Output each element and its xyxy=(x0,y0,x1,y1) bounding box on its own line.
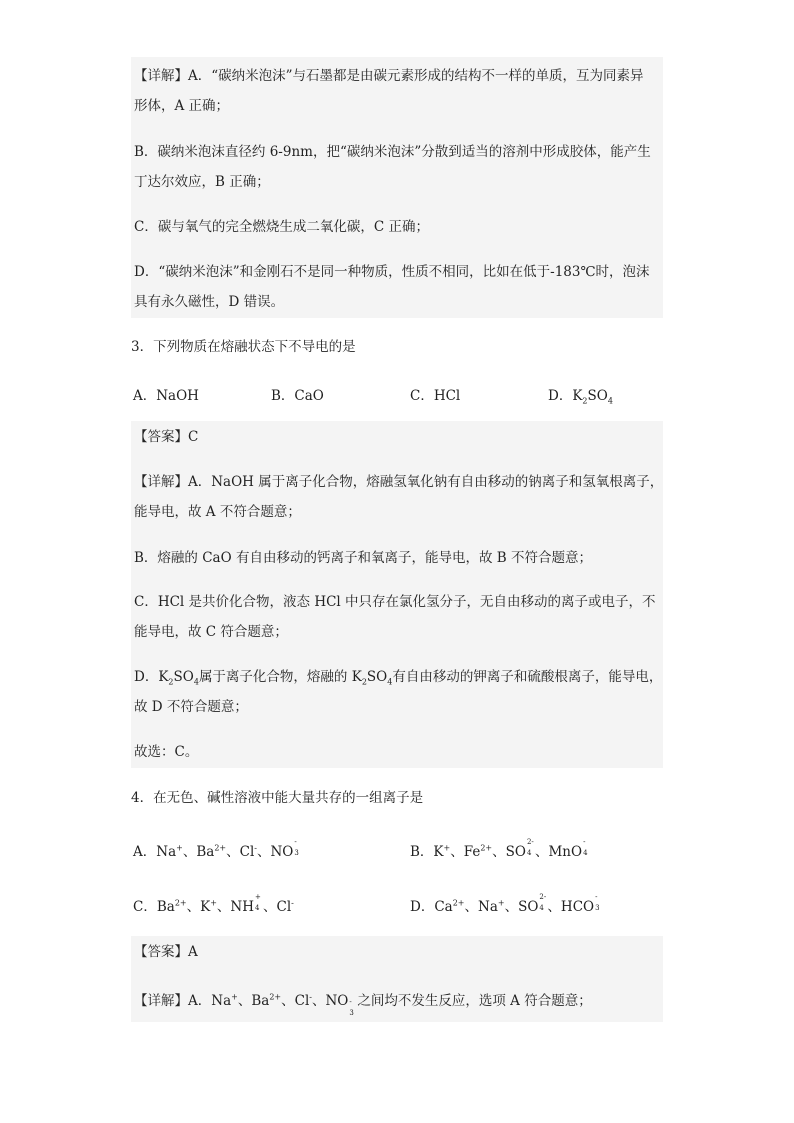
q4-d-ion2: Na xyxy=(478,899,498,915)
q4-answer: 【答案】A xyxy=(134,944,198,960)
q3-exp-d-sub4: 4 xyxy=(387,677,393,687)
q3-option-b: B．CaO xyxy=(271,388,324,404)
q3-explain-d-line2: 故 D 不符合题意； xyxy=(134,699,248,715)
q3-option-d xyxy=(548,384,613,404)
q4-b-label: B． xyxy=(410,844,434,860)
q4-d-ion1-charge: 2+ xyxy=(452,898,465,908)
q4-answer-block xyxy=(131,936,663,1022)
q4-a-ion3: Cl xyxy=(239,844,255,860)
q3-option-d-sub1: 2 xyxy=(582,396,588,406)
q4-c-sep3: 、 xyxy=(263,899,277,915)
q4-exp-ion2: Ba xyxy=(251,993,270,1009)
q4-c-ion3: NH xyxy=(230,899,255,915)
q4-b-ion4-script xyxy=(582,838,591,857)
q4-d-ion4-charge: - xyxy=(595,893,598,901)
q4-a-ion2-charge: 2+ xyxy=(214,843,227,853)
q3-option-d-sub2: 4 xyxy=(607,396,613,406)
q3-conclusion: 故选：C。 xyxy=(134,744,199,760)
q4-a-ion4-script xyxy=(293,838,302,857)
q4-a-ion4-charge: - xyxy=(294,838,297,846)
q3-option-a: A．NaOH xyxy=(133,388,199,404)
q3-option-c: C．HCl xyxy=(410,388,461,404)
q4-d-ion2-charge: + xyxy=(497,898,505,908)
q4-d-label: D． xyxy=(410,899,435,915)
q3-exp-d-part4: SO xyxy=(366,669,388,685)
q2-explain-d-line1: D．“碳纳米泡沫”和金刚石不是同一种物质，性质不相同，比如在低于-183℃时，泡沫 xyxy=(134,264,650,280)
q2-explain-c: C．碳与氧气的完全燃烧生成二氧化碳，C 正确； xyxy=(134,219,429,235)
q3-explain-c-line2: 能导电，故 C 符合题意； xyxy=(134,624,288,640)
q4-a-sep1: 、 xyxy=(182,844,197,860)
q4-b-ion4-sub: 4 xyxy=(583,849,588,857)
q4-d-sep1: 、 xyxy=(464,899,479,915)
q4-d-ion1: Ca xyxy=(434,899,453,915)
q4-b-ion3-sub: 4 xyxy=(526,849,532,857)
q4-c-ion2: K xyxy=(200,899,211,915)
q4-exp-ion1-charge: + xyxy=(231,992,238,1002)
q4-option-c xyxy=(133,895,294,915)
q4-b-sep3: 、 xyxy=(534,844,549,860)
q4-d-sep2: 、 xyxy=(504,899,519,915)
q4-a-label: A． xyxy=(133,844,157,860)
q4-a-sep2: 、 xyxy=(226,844,240,860)
q4-exp-ion1: Na xyxy=(211,993,232,1009)
q4-exp-a-tail: 之间均不发生反应，选项 A 符合题意； xyxy=(357,993,592,1009)
q4-b-ion1: K xyxy=(433,844,444,860)
q4-c-ion3-script xyxy=(254,893,263,912)
q4-c-sep2: 、 xyxy=(216,899,231,915)
q4-exp-ion4-sub: 3 xyxy=(349,1009,354,1017)
q4-b-ion2-charge: 2+ xyxy=(480,843,493,853)
q4-exp-ion2-charge: 2+ xyxy=(269,992,282,1002)
q2-explain-a-line1: 【详解】A．“碳纳米泡沫”与石墨都是由碳元素形成的结构不一样的单质，互为同素异 xyxy=(134,68,644,84)
q3-exp-d-sub1: 2 xyxy=(168,677,174,687)
q4-option-a xyxy=(133,840,302,860)
q4-a-ion4: NO xyxy=(270,844,294,860)
q4-d-ion4: HCO xyxy=(560,899,595,915)
q4-c-ion3-charge: + xyxy=(255,893,261,901)
q3-explain-c-line1: C．HCl 是共价化合物，液态 HCl 中只存在氯化氢分子，无自由移动的离子或电子，不 xyxy=(134,594,656,610)
q4-c-label: C． xyxy=(133,899,157,915)
q3-exp-d-sub2: 4 xyxy=(193,677,199,687)
q4-d-ion3: SO xyxy=(518,899,539,915)
q3-explain-a-line2: 能导电，故 A 不符合题意； xyxy=(134,504,301,520)
q4-d-ion4-sub: 3 xyxy=(595,904,600,912)
q4-c-sep1: 、 xyxy=(186,899,201,915)
q4-exp-ion4-charge: - xyxy=(349,998,352,1006)
q4-exp-ion4: NO xyxy=(325,993,349,1009)
q3-stem: 3．下列物质在熔融状态下不导电的是 xyxy=(131,339,356,355)
q4-c-ion2-charge: + xyxy=(210,898,217,908)
q4-d-sep3: 、 xyxy=(547,899,561,915)
q3-exp-d-part2: SO xyxy=(173,669,194,685)
q4-a-ion1-charge: + xyxy=(176,843,183,853)
q4-b-sep1: 、 xyxy=(450,844,464,860)
q4-exp-sep2: 、 xyxy=(281,993,295,1009)
q3-exp-d-part5: 有自由移动的钾离子和硫酸根离子，能导电， xyxy=(392,669,663,685)
q4-c-ion1: Ba xyxy=(156,899,175,915)
q2-explain-b-line2: 丁达尔效应，B 正确； xyxy=(134,174,270,190)
q4-d-ion3-script xyxy=(538,893,547,912)
q2-explain-a-line2: 形体，A 正确； xyxy=(134,98,230,114)
q4-c-ion4-charge: - xyxy=(291,898,294,908)
q4-c-ion3-sub: 4 xyxy=(255,904,260,912)
q3-answer-block xyxy=(131,421,663,768)
q4-b-ion3: SO xyxy=(505,844,526,860)
q3-explain-a-line1: 【详解】A．NaOH 属于离子化合物，熔融氢氧化钠有自由移动的钠离子和氢氧根离子， xyxy=(134,474,664,490)
q3-explain-d-line1 xyxy=(134,662,662,693)
q4-c-ion1-charge: 2+ xyxy=(174,898,187,908)
q4-b-ion3-script xyxy=(526,838,535,857)
q4-b-ion4-charge: - xyxy=(583,838,586,846)
q3-exp-d-part1: D．K xyxy=(134,669,169,685)
q3-exp-d-sub3: 2 xyxy=(361,677,367,687)
q4-a-ion4-sub: 3 xyxy=(294,849,299,857)
q4-stem: 4．在无色、碱性溶液中能大量共存的一组离子是 xyxy=(131,790,424,806)
q3-option-d-prefix: D．K xyxy=(548,388,583,404)
q4-a-sep3: 、 xyxy=(256,844,271,860)
q4-d-ion3-sub: 4 xyxy=(539,904,544,912)
q4-a-ion2: Ba xyxy=(196,844,215,860)
q4-exp-sep3: 、 xyxy=(311,993,326,1009)
q3-option-d-mid: SO xyxy=(587,388,608,404)
q4-d-ion3-charge: 2- xyxy=(539,893,547,901)
q4-explain-a xyxy=(134,986,592,1017)
q2-explain-b-line1: B．碳纳米泡沫直径约 6-9nm，把“碳纳米泡沫”分散到适当的溶剂中形成胶体，能产生 xyxy=(134,144,651,160)
q4-exp-ion3-charge: - xyxy=(309,992,312,1002)
q2-explanation xyxy=(131,57,663,318)
q4-b-ion2: Fe xyxy=(463,844,481,860)
q4-exp-ion4-script xyxy=(348,995,357,1017)
q3-answer: 【答案】C xyxy=(134,429,199,445)
q4-d-ion4-script xyxy=(594,893,603,912)
q4-option-b xyxy=(410,840,591,860)
q4-b-ion3-charge: 2- xyxy=(526,838,534,846)
q4-exp-ion3: Cl xyxy=(294,993,310,1009)
q4-option-d xyxy=(410,895,603,915)
q4-exp-sep1: 、 xyxy=(237,993,252,1009)
q4-a-ion3-charge: - xyxy=(254,843,257,853)
q4-c-ion4: Cl xyxy=(276,899,292,915)
q4-b-ion1-charge: + xyxy=(443,843,451,853)
q4-b-ion4: MnO xyxy=(548,844,583,860)
q4-b-sep2: 、 xyxy=(492,844,506,860)
q3-exp-d-part3: 属于离子化合物，熔融的 K xyxy=(198,669,362,685)
q4-a-ion1: Na xyxy=(156,844,177,860)
q2-explain-d-line2: 具有永久磁性，D 错误。 xyxy=(134,294,285,310)
q3-explain-b: B．熔融的 CaO 有自由移动的钙离子和氧离子，能导电，故 B 不符合题意； xyxy=(134,550,592,566)
q4-exp-a-label: 【详解】A． xyxy=(134,993,212,1009)
